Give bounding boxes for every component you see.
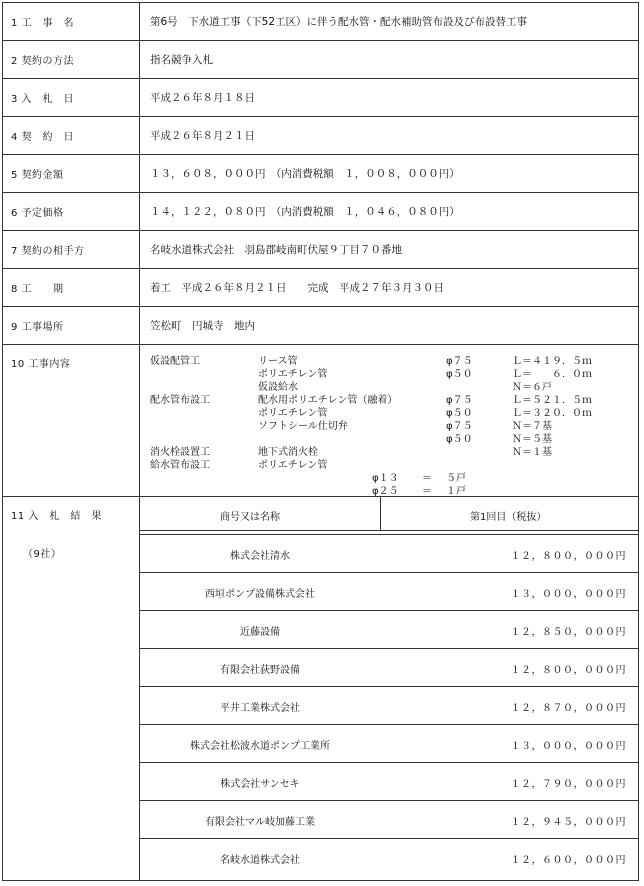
work-quantity: Ｌ＝４１９．５ｍ <box>512 356 592 367</box>
value-contract-amount: １３，６０８，０００円 （内消費税額 １，００８，０００円） <box>140 155 639 193</box>
label-work-location: 9 工事場所 <box>3 307 140 345</box>
work-category: 給水管布設工 <box>150 460 210 471</box>
bid-results-label: 11 入 札 結 果 <box>11 511 102 522</box>
bid-row <box>140 839 638 875</box>
value-work-period: 着工 平成２６年８月２１日 完成 平成２７年３月３０日 <box>140 269 639 307</box>
bid-company-name: 株式会社サンセキ <box>220 779 300 790</box>
row-work-contents <box>3 345 639 497</box>
work-item: 地下式消火栓 <box>258 447 318 458</box>
label-contractor: 7 契約の相手方 <box>3 231 140 269</box>
work-diameter: φ７５ <box>446 395 473 406</box>
bid-company-name: 近藤設備 <box>240 627 280 638</box>
work-category: 消火栓設置工 <box>150 447 210 458</box>
work-item: ソフトシール仕切弁 <box>258 421 348 432</box>
header-first-round-amount: 第1回目（税抜） <box>470 512 547 523</box>
work-item: ポリエチレン管 <box>258 460 328 471</box>
bid-amount: １２，８５０，０００円 <box>510 627 626 638</box>
row-project-name <box>3 3 639 41</box>
service-equals: ＝ <box>422 473 432 484</box>
work-item: リース管 <box>258 356 298 367</box>
bid-amount: １３，０００，０００円 <box>510 741 626 752</box>
bid-company-name: 株式会社清水 <box>230 551 290 562</box>
label-contract-amount: 5 契約金額 <box>3 155 140 193</box>
service-diameter: φ２５ <box>372 486 399 497</box>
service-equals: ＝ <box>422 486 432 497</box>
work-diameter: φ５０ <box>446 408 473 419</box>
row-contract-method <box>3 41 639 79</box>
work-quantity: Ｌ＝５２１．５ｍ <box>512 395 592 406</box>
bid-company-name: 名岐水道株式会社 <box>220 855 300 866</box>
work-quantity: Ｌ＝ ６．０ｍ <box>512 369 592 380</box>
header-company-name: 商号又は名称 <box>220 512 280 523</box>
work-quantity: Ｎ＝５基 <box>512 434 552 445</box>
work-category: 配水管布設工 <box>150 395 210 406</box>
label-contract-method: 2 契約の方法 <box>3 41 140 79</box>
bid-row <box>140 573 638 609</box>
header-divider <box>380 497 381 530</box>
value-bid-date: 平成２６年８月１８日 <box>140 79 639 117</box>
row-bid-date <box>3 79 639 117</box>
bid-row <box>140 687 638 723</box>
label-project-name: 1 工 事 名 <box>3 3 140 41</box>
bid-row <box>140 611 638 647</box>
work-diameter: φ５０ <box>446 369 473 380</box>
value-work-contents <box>140 345 639 497</box>
service-diameter: φ１３ <box>372 473 399 484</box>
bid-amount: １３，０００，０００円 <box>510 589 626 600</box>
work-quantity: Ｎ＝６戸 <box>512 382 552 393</box>
label-estimated-price: 6 予定価格 <box>3 193 140 231</box>
bid-row <box>140 763 638 799</box>
value-project-name: 第6号 下水道工事（下52工区）に伴う配水管・配水補助管布設及び布設替工事 <box>140 3 639 41</box>
work-quantity: Ｎ＝７基 <box>512 421 552 432</box>
bid-amount: １２，６００，０００円 <box>510 855 626 866</box>
bid-row <box>140 649 638 685</box>
value-contract-method: 指名競争入札 <box>140 41 639 79</box>
bid-company-name: 西垣ポンプ設備株式会社 <box>205 589 315 600</box>
work-diameter: φ７５ <box>446 356 473 367</box>
bid-amount: １２，８００，０００円 <box>510 665 626 676</box>
row-work-period <box>3 269 639 307</box>
bid-results-company-count: （9社） <box>23 549 62 560</box>
bid-results-header <box>140 497 638 531</box>
bid-company-name: 有限会社マル岐加藤工業 <box>205 817 315 828</box>
bid-amount: １２，８７０，０００円 <box>510 703 626 714</box>
bid-amount: １２，８００，０００円 <box>510 551 626 562</box>
bid-company-name: 有限会社荻野設備 <box>220 665 300 676</box>
label-bid-date: 3 入 札 日 <box>3 79 140 117</box>
row-estimated-price <box>3 193 639 231</box>
bid-amount: １２，７９０，０００円 <box>510 779 626 790</box>
row-work-location <box>3 307 639 345</box>
bid-company-name: 株式会社松波水道ポンプ工業所 <box>190 741 330 752</box>
work-item: ポリエチレン管 <box>258 369 328 380</box>
value-contract-date: 平成２６年８月２１日 <box>140 117 639 155</box>
bid-amount: １２，９４５，０００円 <box>510 817 626 828</box>
bid-company-name: 平井工業株式会社 <box>220 703 300 714</box>
work-item: ポリエチレン管 <box>258 408 328 419</box>
work-item: 配水用ポリエチレン管（融着） <box>258 395 398 406</box>
work-item: 仮設給水 <box>258 382 298 393</box>
value-estimated-price: １４，１２２，０８０円 （内消費税額 １，０４６，０８０円） <box>140 193 639 231</box>
value-contractor: 名岐水道株式会社 羽島郡岐南町伏屋９丁目７０番地 <box>140 231 639 269</box>
work-quantity: Ｎ＝１基 <box>512 447 552 458</box>
bid-row <box>140 725 638 761</box>
bid-row <box>140 801 638 837</box>
label-bid-results <box>3 497 140 881</box>
service-count: １戸 <box>446 486 466 497</box>
label-work-contents: 10 工事内容 <box>3 345 140 497</box>
label-work-period: 8 工 期 <box>3 269 140 307</box>
row-contract-amount <box>3 155 639 193</box>
row-contractor <box>3 231 639 269</box>
value-work-location: 笠松町 円城寺 地内 <box>140 307 639 345</box>
work-diameter: φ５０ <box>446 434 473 445</box>
bid-row <box>140 535 638 571</box>
work-category: 仮設配管工 <box>150 356 200 367</box>
label-contract-date: 4 契 約 日 <box>3 117 140 155</box>
bid-results-table <box>140 497 638 880</box>
contract-info-table <box>2 2 639 881</box>
work-quantity: Ｌ＝３２０．０ｍ <box>512 408 592 419</box>
row-contract-date <box>3 117 639 155</box>
service-count: ５戸 <box>446 473 466 484</box>
work-contents-detail <box>140 345 638 496</box>
work-diameter: φ７５ <box>446 421 473 432</box>
row-bid-results <box>3 497 639 881</box>
value-bid-results <box>140 497 639 881</box>
